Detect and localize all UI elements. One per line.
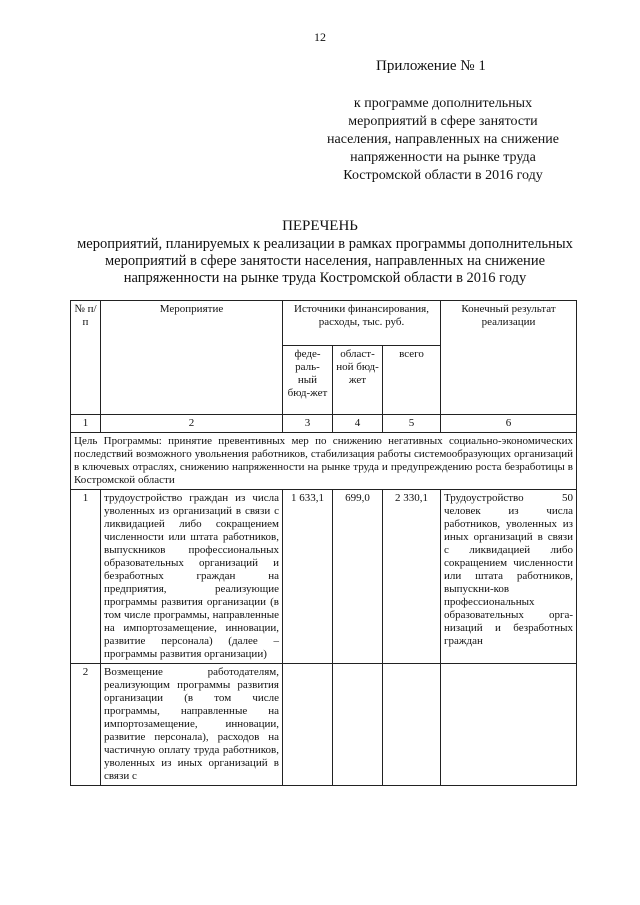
row-federal [283, 664, 333, 786]
header-federal: феде-раль-ный бюд-жет [283, 346, 333, 415]
goal-row [71, 433, 577, 490]
row-result: Трудоустройство 50 человек из числа работников, уволенных из иных организаций в связи с ликвидацией либо сокращением численности или штата работников, выпускни-ков профессиональных образовательных орга-низаций и безработных граждан [441, 490, 577, 664]
activities-table [70, 300, 577, 786]
column-number: 2 [101, 415, 283, 433]
header-num: № п/п [71, 301, 101, 415]
column-number: 5 [383, 415, 441, 433]
column-number: 3 [283, 415, 333, 433]
column-number: 4 [333, 415, 383, 433]
row-federal: 1 633,1 [283, 490, 333, 664]
row-result [441, 664, 577, 786]
table-row [71, 664, 577, 786]
row-activity: Возмещение работодателям, реализующим программы развития организации (в том числе программы, направленные на импортозамещение, инновации, развитие персонала), расходов на частичную оплату труда работников, уволенных из иных организаций в связи с [101, 664, 283, 786]
appendix-title: Приложение № 1 [376, 58, 486, 74]
appendix-subtitle: к программе дополнительных мероприятий в сфере занятости населения, направленных на снижение напряженности на рынке труда Костромской области в 2016 году [327, 96, 559, 183]
page-number: 12 [314, 30, 326, 44]
header-result: Конечный результат реализации [441, 301, 577, 415]
column-number: 6 [441, 415, 577, 433]
table-row [71, 490, 577, 664]
column-numbers-row [71, 415, 577, 433]
list-heading: мероприятий, планируемых к реализации в рамках программы дополнительных мероприятий в сфере занятости населения, направленных на снижение напряженности на рынке труда Костромской области в 2016 году [77, 236, 573, 286]
row-regional [333, 664, 383, 786]
table-header-row [71, 301, 577, 346]
row-num: 2 [71, 664, 101, 786]
row-regional: 699,0 [333, 490, 383, 664]
header-activity: Мероприятие [101, 301, 283, 415]
row-activity: трудоустройство граждан из числа уволенных из организаций в связи с ликвидацией либо сокращением численности или штата работников, выпускников профессиональных образовательных организаций и безработных граждан на предприятия, реализующие программы развития организации (в том числе программы, направленные на импортозамещение, инновации, развитие персонала) (далее – программы развития организации) [101, 490, 283, 664]
row-total [383, 664, 441, 786]
list-title: ПЕРЕЧЕНЬ [282, 218, 358, 234]
row-num: 1 [71, 490, 101, 664]
header-regional: област-ной бюд-жет [333, 346, 383, 415]
header-total: всего [383, 346, 441, 415]
column-number: 1 [71, 415, 101, 433]
row-total: 2 330,1 [383, 490, 441, 664]
program-goal: Цель Программы: принятие превентивных мер по снижению негативных социально-экономических последствий возможного увольнения работников, стабилизация работы системообразующих организаций в ключевых отраслях, снижению напряженности на рынке труда и предупреждению роста безработицы в Костромской области [71, 433, 577, 490]
header-sources: Источники финансирования, расходы, тыс. руб. [283, 301, 441, 346]
